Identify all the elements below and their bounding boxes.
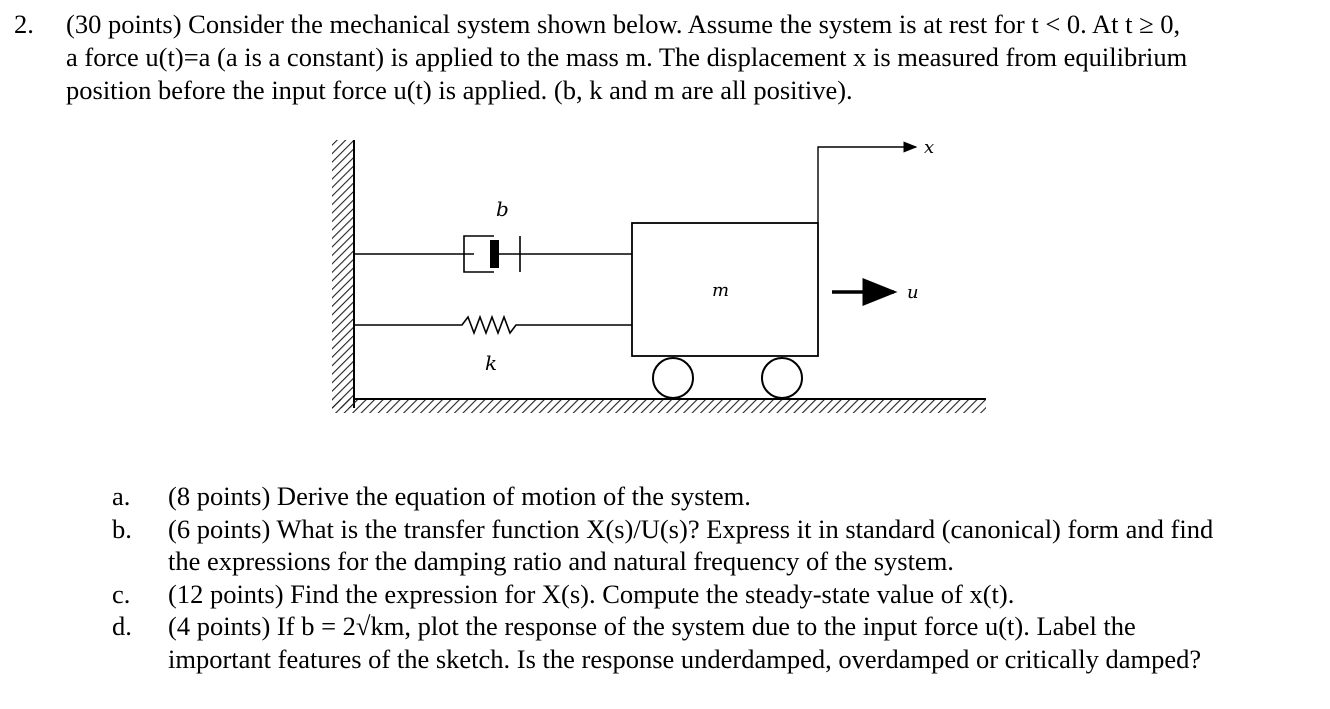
subpart-c [112,578,1312,611]
problem-line-3: position before the input force u(t) is applied. (b, k and m are all positive). [66,75,853,105]
subpart-line: important features of the sketch. Is the response underdamped, overdamped or critically damped? [168,643,1202,674]
subpart-b [112,513,1312,578]
problem-text [66,8,1314,107]
subpart-letter: c. [112,578,131,609]
subpart-line: the expressions for the damping ratio and natural frequency of the system. [168,546,954,576]
wall [332,140,354,408]
subpart-d [112,610,1312,675]
subpart-line: (12 points) Find the expression for X(s). Compute the steady-state value of x(t). [168,578,1015,609]
problem-line-1: (30 points) Consider the mechanical system shown below. Assume the system is at rest for t < 0. At t ≥ 0, [66,9,1181,39]
left-wheel [653,358,693,398]
problem-line-2: a force u(t)=a (a is a constant) is applied to the mass m. The displacement x is measured from equilibrium [66,42,1188,72]
subpart-letter: b. [112,513,132,544]
damper [354,236,632,272]
damper-label: b [496,197,509,221]
displacement-arrow [818,147,916,223]
displacement-label: x [924,137,935,158]
subpart-line: (6 points) What is the transfer function X(s)/U(s)? Express it in standard (canonical) form and find [168,513,1214,544]
right-wheel [762,358,802,398]
subpart-line: (4 points) If b = 2√km, plot the response of the system due to the input force u(t). Label the [168,611,1136,641]
mass-label: m [712,280,730,301]
problem-number: 2. [14,9,34,39]
spring-label: k [485,351,498,375]
subpart-a [112,480,1312,513]
mass-spring-damper-figure [322,112,1010,442]
force-label: u [907,282,919,303]
spring [354,317,632,333]
subpart-letter: d. [112,611,132,641]
subpart-line: (8 points) Derive the equation of motion of the system. [168,481,751,511]
problem-statement [14,8,1314,107]
subpart-letter: a. [112,481,131,511]
ground [332,399,986,413]
subparts-list [112,480,1312,675]
